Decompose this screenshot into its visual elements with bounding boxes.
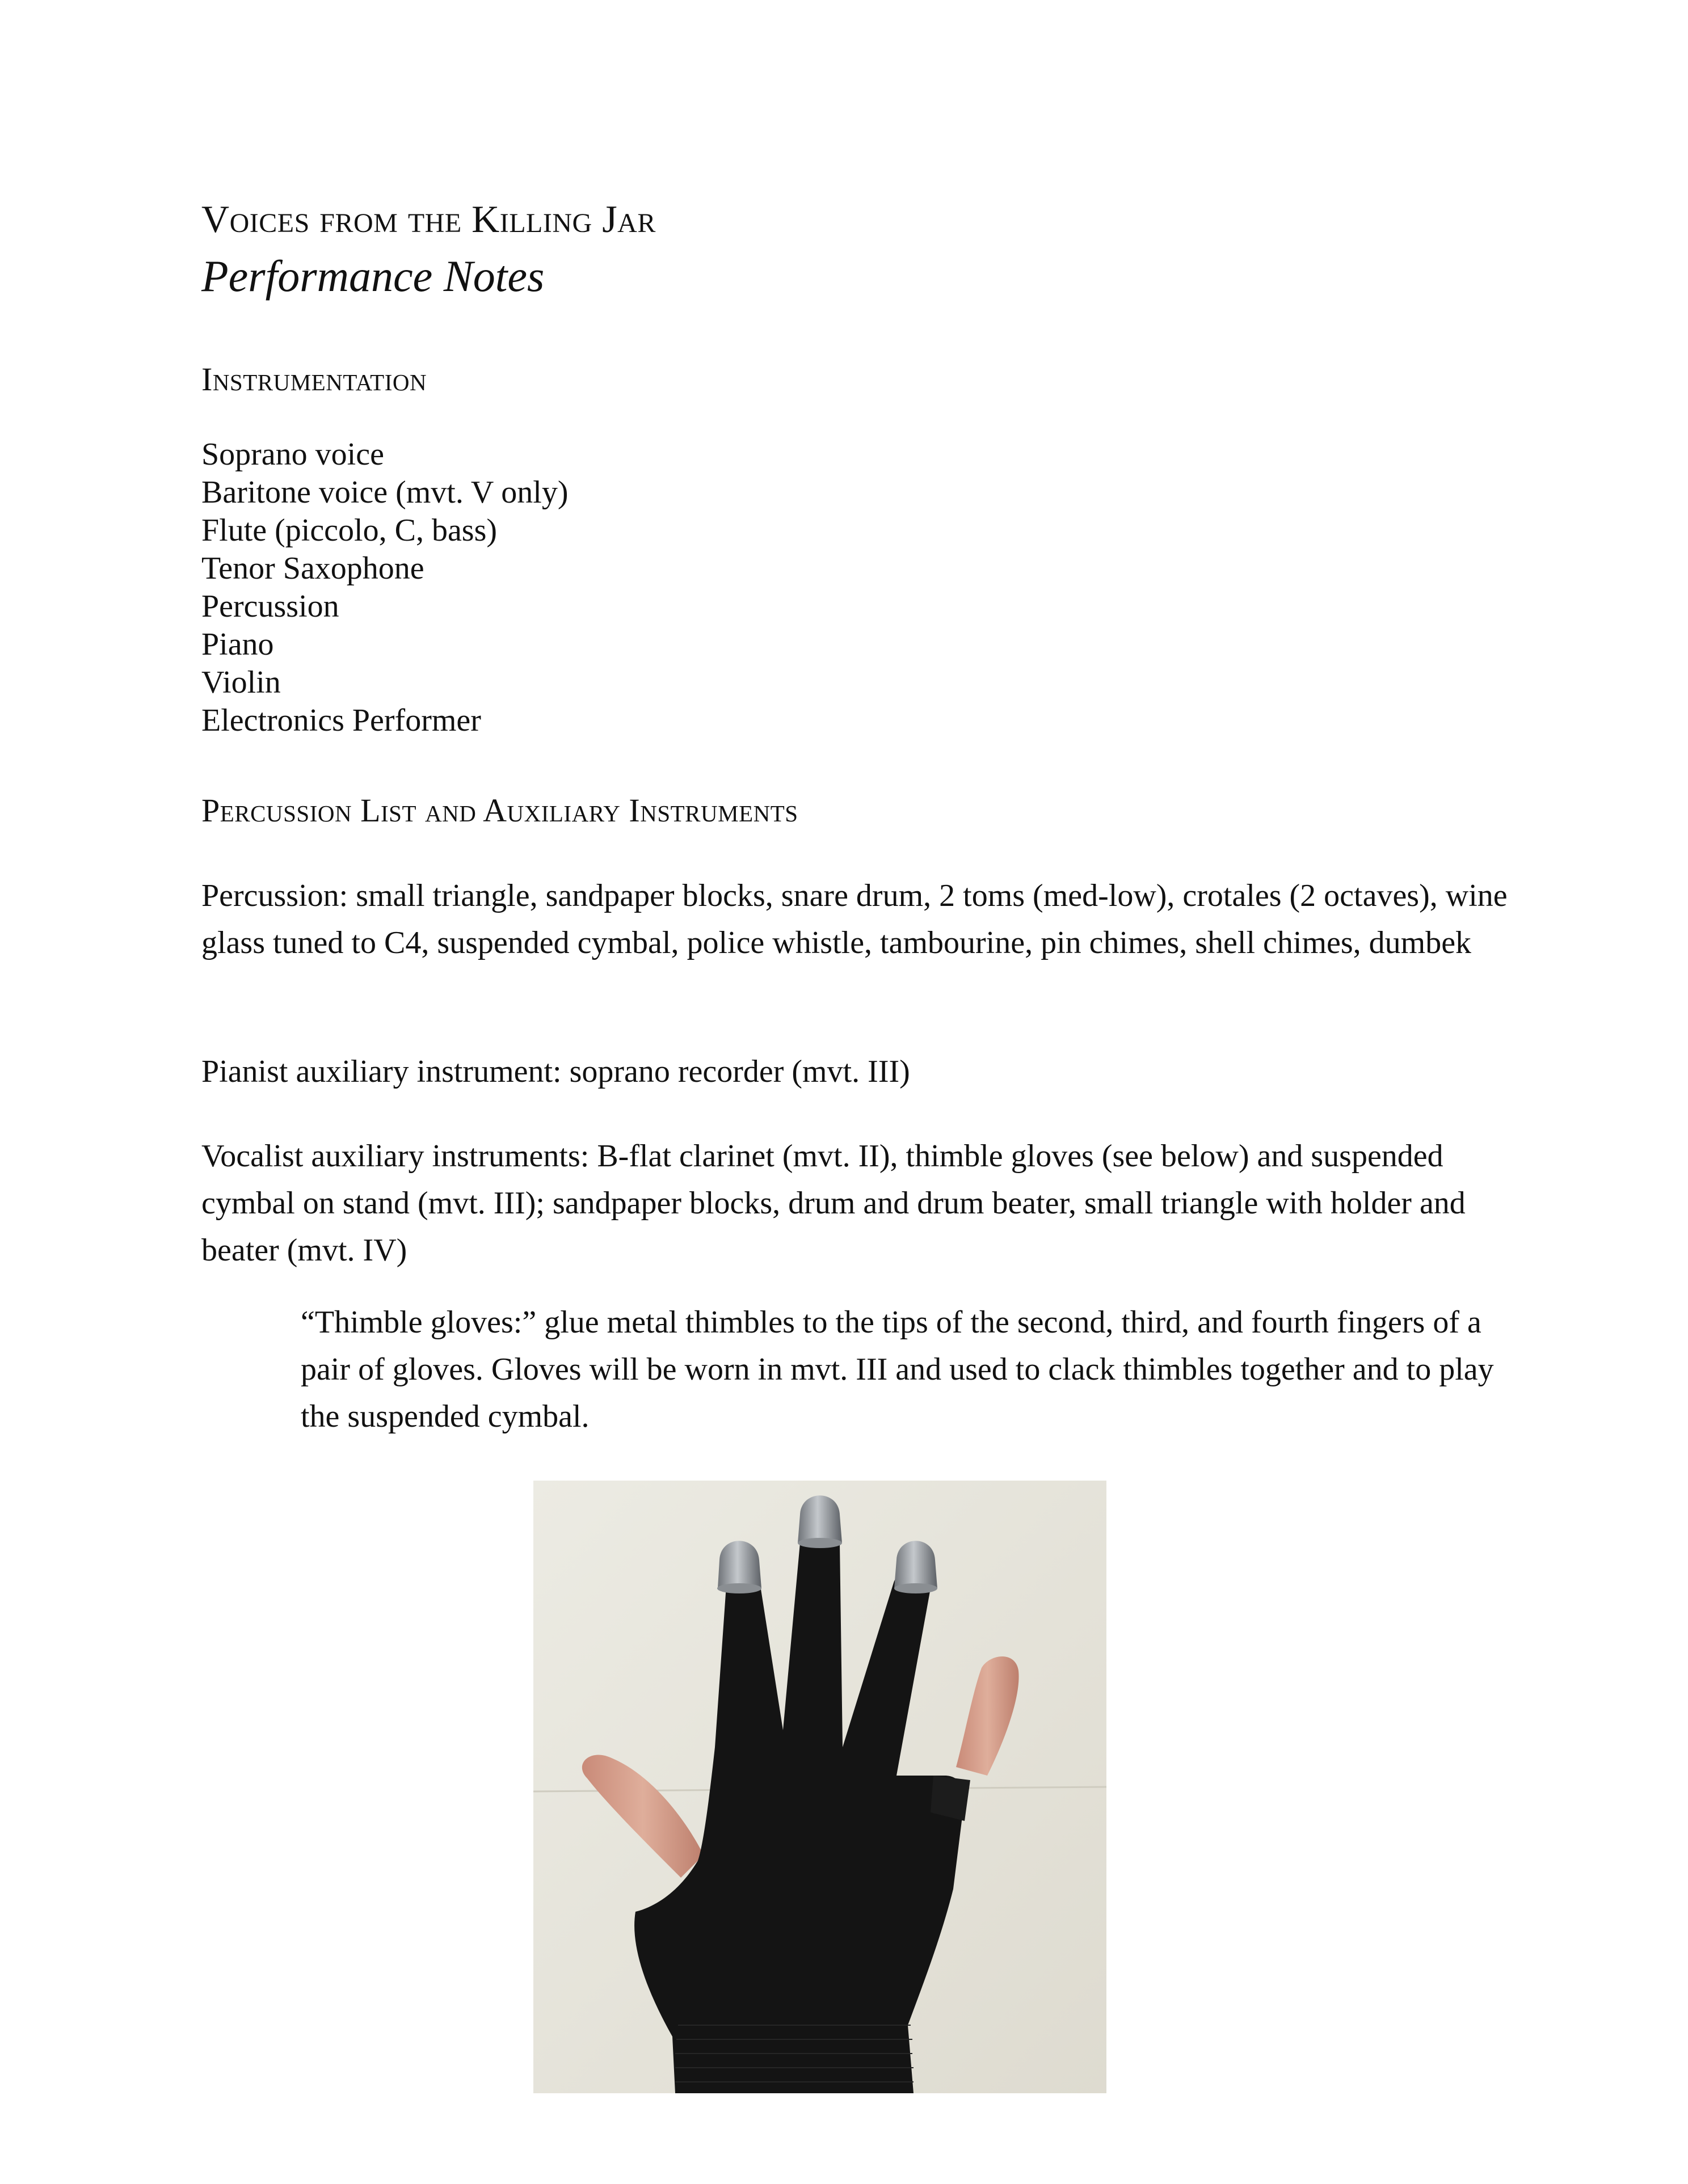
list-item: Tenor Saxophone — [201, 551, 424, 586]
list-item: Flute (piccolo, C, bass) — [201, 513, 498, 548]
instrumentation-heading: Instrumentation — [201, 361, 427, 398]
thimble-left — [717, 1541, 761, 1593]
list-item: Soprano voice — [201, 437, 384, 472]
thimble-middle — [798, 1495, 842, 1548]
document-title: Voices from the Killing Jar — [201, 197, 656, 241]
document-subtitle: Performance Notes — [201, 251, 545, 301]
list-item: Electronics Performer — [201, 703, 481, 738]
percussion-heading: Percussion List and Auxiliary Instruments — [201, 792, 798, 829]
instrumentation-list — [201, 436, 569, 740]
vocalist-paragraph: Vocalist auxiliary instruments: B-flat clarinet (mvt. II), thimble gloves (see below) and suspended cymbal on stand (mvt. III); sandpaper blocks, drum and drum beater, small triangle with holder and beater (mvt. IV) — [201, 1139, 1466, 1268]
list-item: Percussion — [201, 589, 339, 624]
thimble-gloves-paragraph: “Thimble gloves:” glue metal thimbles to the tips of the second, third, and fourth fingers of a pair of gloves. Gloves will be worn in mvt. III and used to clack thimbles together and to play the suspended cymbal. — [301, 1305, 1494, 1434]
list-item: Baritone voice (mvt. V only) — [201, 475, 569, 510]
percussion-paragraph: Percussion: small triangle, sandpaper blocks, snare drum, 2 toms (med-low), crotales (2 octaves), wine glass tuned to C4, suspended cymbal, police whistle, tambourine, pin chimes, shell chimes, dumbek — [201, 878, 1508, 960]
list-item: Violin — [201, 665, 281, 700]
thimble-right — [894, 1541, 937, 1593]
thimble-glove-photo — [533, 1481, 1106, 2093]
list-item: Piano — [201, 627, 274, 662]
pianist-paragraph: Pianist auxiliary instrument: soprano recorder (mvt. III) — [201, 1054, 910, 1089]
